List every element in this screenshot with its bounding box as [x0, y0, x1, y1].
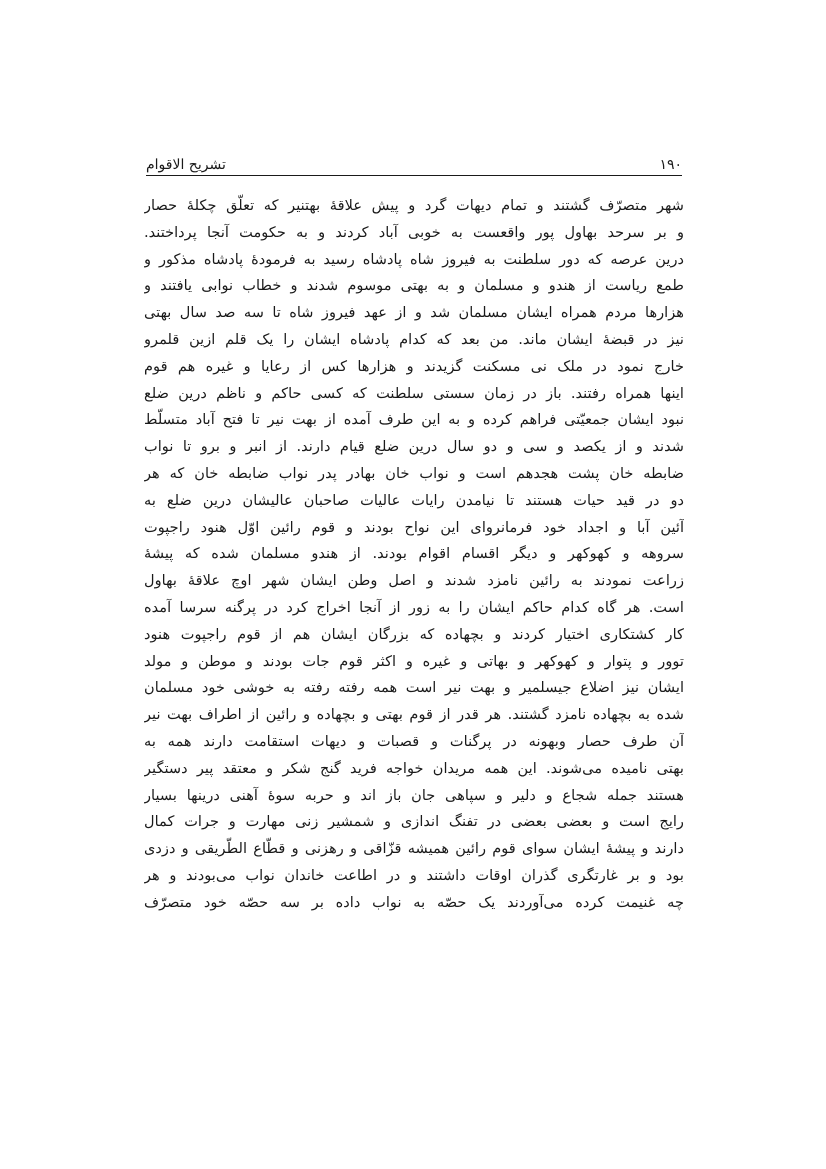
- running-title: تشریح الاقوام: [146, 157, 226, 173]
- text-line: آئین آبا و اجداد خود فرمانروای این نواح بودند و قوم رائین اوّل هنود راجپوت: [144, 518, 684, 536]
- text-line: شده به بچهاده نامزد گشتند. هر قدر از قوم بهتی و بچهاده و رائین از اطراف بهت نیر: [144, 706, 684, 724]
- text-line: شدند و از یکصد و سی و دو سال درین ضلع قیام دارند. از انبر و برو تا نواب: [144, 438, 684, 456]
- text-line: شهر متصرّف گشتند و تمام دیهات گرد و پیش علاقهٔ بهتنیر که تعلّق چکلهٔ حصار: [144, 197, 684, 214]
- text-line: اینها همراه رفتند. باز در زمان سستی سلطنت که کسی حاکم و ناظم درین ضلع: [144, 384, 684, 402]
- text-line: رایج است و بعضی بعضی در تفنگ اندازی و شمشیر زنی مهارت و جرات کمال: [144, 813, 684, 831]
- text-line: دو در قید حیات هستند تا نیامدن رایات عالیات صاحبان عالیشان درین ضلع به: [144, 491, 684, 509]
- text-line: سروهه و کهوکهر و دیگر اقسام اقوام بودند. از هندو مسلمان شده که پیشهٔ: [144, 545, 684, 563]
- text-line: درین عرصه که دور سلطنت به فیروز شاه پادشاه رسید به فرمودهٔ پادشاه مذکور و: [144, 250, 684, 268]
- text-line: توور و پتوار و کهوکهر و بهاتی و غیره و اکثر قوم جات بودند و موطن و مولد: [144, 652, 684, 670]
- text-line: زراعت نمودند به رائین نامزد شدند و اصل وطن ایشان شهر اوچ علاقهٔ بهاول: [144, 572, 684, 590]
- text-line: است. هر گاه کدام حاکم ایشان را به زور از آنجا اخراج کرد در پرگنه سرسا آمده: [144, 598, 684, 616]
- text-line: بهتی نامیده می‌شوند. این همه مریدان خواجه فرید گنج شکر و معتقد پیر دستگیر: [144, 759, 684, 777]
- text-line: نیز در قبضهٔ ایشان ماند. من بعد که کدام پادشاه ایشان را یک قلم ازین قلمرو: [144, 330, 684, 348]
- text-line: هستند جمله شجاع و دلیر و سپاهی جان باز اند و حربه سوهٔ آهنی درینها بسیار: [144, 786, 684, 804]
- page-header: [146, 150, 682, 174]
- text-line: ایشان نیز اضلاع جیسلمیر و بهت نیر است همه رفته رفته به خوشی خود مسلمان: [144, 679, 684, 697]
- text-line: هزارها مردم همراه ایشان مسلمان شد و از عهد فیروز شاه تا سه صد سال بهتی: [144, 304, 684, 322]
- body-text: [144, 193, 684, 917]
- text-line: بود و بر غارتگری گذران اوقات داشتند و در اطاعت خاندان نواب می‌بودند و هر: [144, 866, 684, 884]
- page-number: ۱۹۰: [659, 157, 682, 173]
- header-rule: [146, 175, 682, 176]
- text-line: کار کشتکاری اختیار کردند و بچهاده که بزرگان ایشان هم از قوم راجپوت هنود: [144, 625, 684, 643]
- text-line: و بر سرحد بهاول پور واقعست به خوبی آباد کردند و به حکومت آنجا پرداختند.: [144, 223, 684, 241]
- text-line: خارج نمود در ملک نی مسکنت گزیدند و هزارها کس از رعایا و غیره هم قوم: [144, 357, 684, 375]
- text-line: آن طرف حصار وبهونه در پرگنات و قصبات و دیهات استقامت دارند همه به: [144, 732, 684, 750]
- text-line: ضابطه خان پشت هجدهم است و نواب خان بهادر پدر نواب ضابطه خان که هر: [144, 464, 684, 482]
- text-line: طمع ریاست از هندو و مسلمان و به بهتی موسوم شدند و خطاب نوابی یافتند و: [144, 277, 684, 295]
- text-line: چه غنیمت کرده می‌آوردند یک حصّه به نواب داده بر سه حصّه خود متصرّف: [144, 893, 684, 911]
- text-line: دارند و پیشهٔ ایشان سوای قوم رائین همیشه قزّاقی و رهزنی و قطّاع الطّریقی و دزدی: [144, 840, 684, 858]
- text-line: نبود ایشان جمعیّتی فراهم کرده و به این طرف آمده از بهت نیر تا فتح آباد متسلّط: [144, 411, 684, 429]
